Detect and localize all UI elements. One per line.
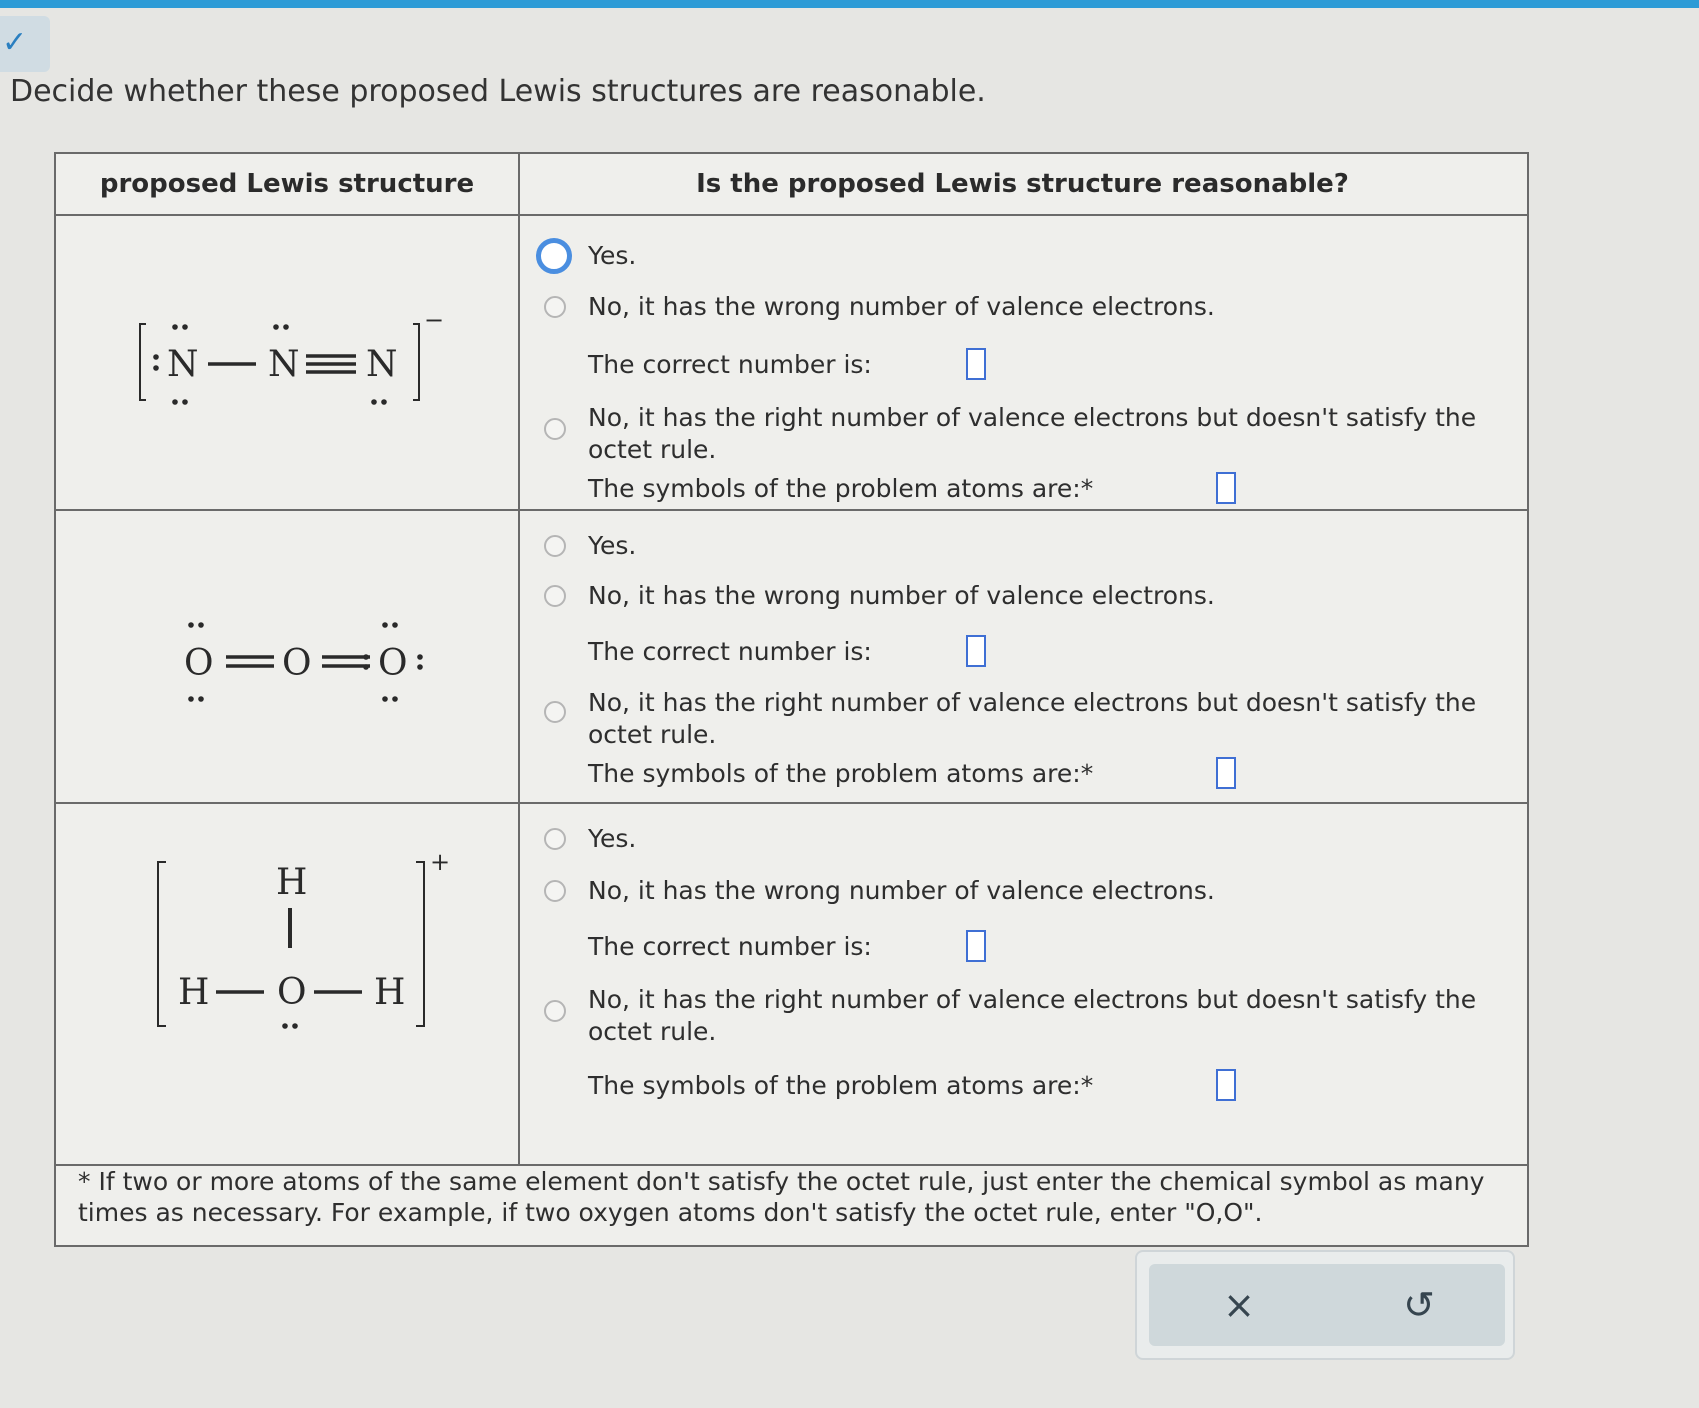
atom-o3: O — [378, 643, 408, 684]
radio-octet[interactable] — [544, 701, 566, 723]
option-label: No, it has the wrong number of valence electrons. — [588, 876, 1215, 905]
option-label: Yes. — [588, 241, 637, 270]
option-label: No, it has the wrong number of valence electrons. — [588, 581, 1215, 610]
charge-label: + — [430, 848, 451, 876]
option-label: No, it has the right number of valence electrons but doesn't satisfy the octet rule. — [588, 985, 1477, 1046]
problem-atoms-input[interactable] — [1216, 1069, 1236, 1101]
atom-o1: O — [184, 643, 214, 684]
atom-n1: N — [167, 344, 199, 385]
lewis-structure-n3 — [56, 216, 518, 509]
atom-n2: N — [268, 344, 300, 385]
option-label: Yes. — [588, 824, 637, 853]
problem-atoms-label: The symbols of the problem atoms are:* — [588, 474, 1094, 503]
radio-yes[interactable] — [536, 238, 572, 274]
status-tab — [0, 16, 50, 72]
question-prompt: Decide whether these proposed Lewis structures are reasonable. — [10, 74, 986, 109]
radio-yes[interactable] — [544, 828, 566, 850]
problem-atoms-input[interactable] — [1216, 472, 1236, 504]
problem-atoms-label: The symbols of the problem atoms are:* — [588, 759, 1094, 788]
bracket-right — [416, 862, 424, 1026]
correct-number-input[interactable] — [966, 930, 986, 962]
bracket-right — [413, 324, 419, 400]
atom-h-left: H — [178, 972, 210, 1013]
check-icon: ✓ — [2, 25, 28, 60]
atom-o: O — [277, 972, 307, 1013]
radio-wrong-count[interactable] — [544, 585, 566, 607]
double-bond — [226, 657, 274, 666]
correct-number-input[interactable] — [966, 348, 986, 380]
radio-octet[interactable] — [544, 1000, 566, 1022]
lewis-structure-h3o — [56, 804, 518, 1164]
atom-h-top: H — [276, 862, 308, 903]
header-reasonable: Is the proposed Lewis structure reasonable? — [696, 169, 1349, 199]
double-bond — [322, 657, 370, 666]
problem-atoms-input[interactable] — [1216, 757, 1236, 789]
bracket-left — [158, 862, 166, 1026]
correct-number-input[interactable] — [966, 635, 986, 667]
options-row-2 — [520, 511, 1525, 802]
correct-number-label: The correct number is: — [588, 350, 872, 379]
structure-cell-1 — [56, 216, 518, 509]
radio-octet[interactable] — [544, 418, 566, 440]
lewis-structure-table — [54, 152, 1529, 1247]
footnote: * If two or more atoms of the same element don't satisfy the octet rule, just enter the chemical symbol as many times as necessary. For example, if two oxygen atoms don't satisfy the octet rule, enter "O,O". — [78, 1167, 1485, 1227]
correct-number-label: The correct number is: — [588, 932, 872, 961]
clear-button[interactable]: × — [1223, 1283, 1255, 1327]
atom-o2: O — [282, 643, 312, 684]
lewis-structure-o3 — [56, 511, 518, 802]
atom-h-right: H — [374, 972, 406, 1013]
problem-atoms-label: The symbols of the problem atoms are:* — [588, 1071, 1094, 1100]
options-row-3 — [520, 804, 1525, 1164]
option-label: No, it has the right number of valence electrons but doesn't satisfy the octet rule. — [588, 688, 1477, 749]
top-accent-bar — [0, 0, 1699, 8]
options-row-1 — [520, 216, 1525, 509]
action-bar — [1149, 1264, 1505, 1346]
action-panel — [1135, 1250, 1515, 1360]
bracket-left — [140, 324, 146, 400]
triple-bond — [306, 356, 356, 372]
radio-yes[interactable] — [544, 535, 566, 557]
radio-wrong-count[interactable] — [544, 296, 566, 318]
option-label: No, it has the right number of valence electrons but doesn't satisfy the octet rule. — [588, 403, 1477, 464]
option-label: Yes. — [588, 531, 637, 560]
undo-button[interactable]: ↺ — [1403, 1283, 1435, 1327]
structure-cell-2 — [56, 511, 518, 802]
correct-number-label: The correct number is: — [588, 637, 872, 666]
atom-n3: N — [366, 344, 398, 385]
header-proposed-structure: proposed Lewis structure — [99, 169, 475, 199]
lone-pair-dots — [282, 1023, 298, 1029]
charge-label: − — [424, 306, 445, 334]
option-label: No, it has the wrong number of valence electrons. — [588, 292, 1215, 321]
radio-wrong-count[interactable] — [544, 880, 566, 902]
structure-cell-3 — [56, 804, 518, 1164]
